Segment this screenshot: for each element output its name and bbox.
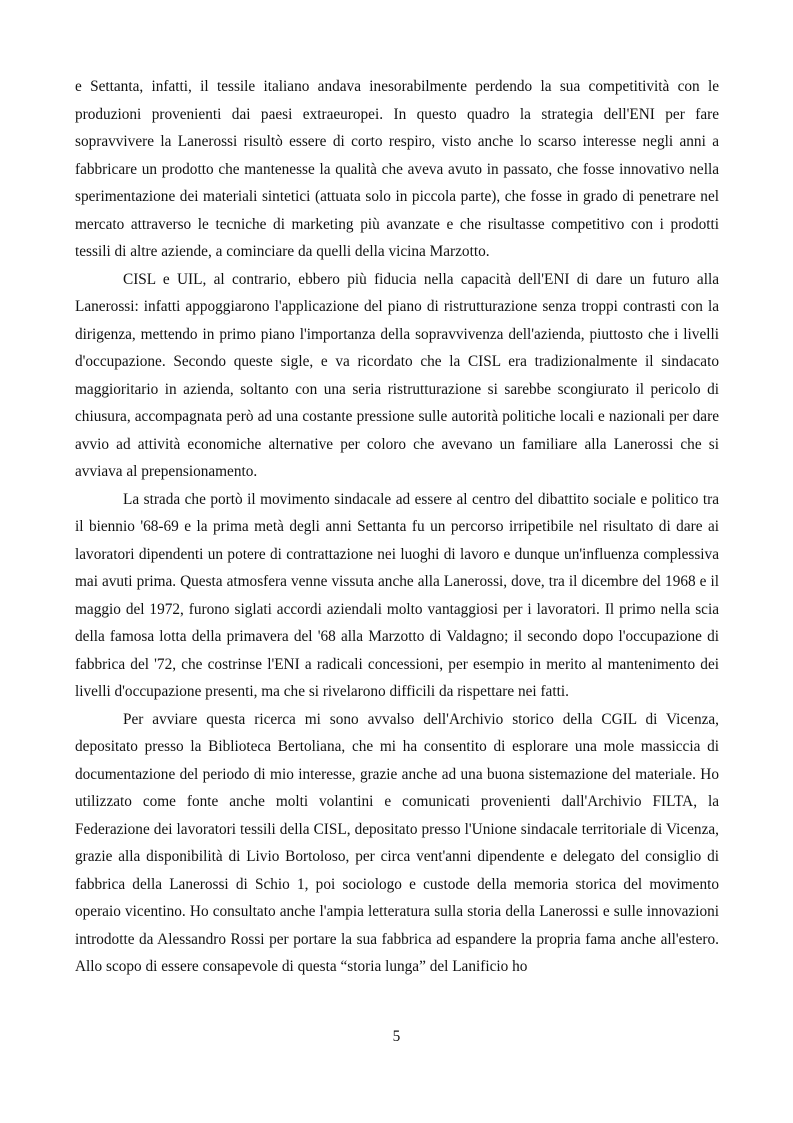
paragraph-1: e Settanta, infatti, il tessile italiano andava inesorabilmente perdendo la sua competitività con le produzioni provenienti dai paesi extraeuropei. In questo quadro la strategia dell'ENI per fare sopravvivere la Lanerossi risultò essere di corto respiro, visto anche lo scarso interesse negli anni a fabbricare un prodotto che mantenesse la qualità che aveva avuto in passato, che fosse innovativo nella sperimentazione dei materiali sintetici (attuata solo in piccola parte), che fosse in grado di penetrare nel mercato attraverso le tecniche di marketing più avanzate e che risultasse competitivo con i prodotti tessili di altre aziende, a cominciare da quelli della vicina Marzotto.: [75, 78, 719, 260]
page-number: 5: [392, 1028, 401, 1045]
body-text: [75, 73, 719, 981]
paragraph-4: Per avviare questa ricerca mi sono avvalso dell'Archivio storico della CGIL di Vicenza, depositato presso la Biblioteca Bertoliana, che mi ha consentito di esplorare una mole massiccia di documentazione del periodo di mio interesse, grazie anche ad una buona sistemazione del materiale. Ho utilizzato come fonte anche molti volantini e comunicati provenienti dall'Archivio FILTA, la Federazione dei lavoratori tessili della CISL, depositato presso l'Unione sindacale territoriale di Vicenza, grazie alla disponibilità di Livio Bortoloso, per circa vent'anni dipendente e delegato del consiglio di fabbrica della Lanerossi di Schio 1, poi sociologo e custode della memoria storica del movimento operaio vicentino. Ho consultato anche l'ampia letteratura sulla storia della Lanerossi e sulle innovazioni introdotte da Alessandro Rossi per portare la sua fabbrica ad espandere la propria fama anche all'estero. Allo scopo di essere consapevole di questa “storia lunga” del Lanificio ho: [75, 710, 719, 975]
paragraph-3: La strada che portò il movimento sindacale ad essere al centro del dibattito sociale e politico tra il biennio '68-69 e la prima metà degli anni Settanta fu un percorso irripetibile nel risultato di dare ai lavoratori dipendenti un potere di contrattazione nei luoghi di lavoro e dunque un'influenza complessiva mai avuti prima. Questa atmosfera venne vissuta anche alla Lanerossi, dove, tra il dicembre del 1968 e il maggio del 1972, furono siglati accordi aziendali molto vantaggiosi per i lavoratori. Il primo nella scia della famosa lotta della primavera del '68 alla Marzotto di Valdagno; il secondo dopo l'occupazione di fabbrica del '72, che costrinse l'ENI a radicali concessioni, per esempio in merito al mantenimento dei livelli d'occupazione presenti, ma che si rivelarono difficili da rispettare nei fatti.: [75, 490, 719, 700]
paragraph-2: CISL e UIL, al contrario, ebbero più fiducia nella capacità dell'ENI di dare un futuro alla Lanerossi: infatti appoggiarono l'applicazione del piano di ristrutturazione senza troppi contrasti con la dirigenza, mettendo in primo piano l'importanza della sopravvivenza dell'azienda, piuttosto che i livelli d'occupazione. Secondo queste sigle, e va ricordato che la CISL era tradizionalmente il sindacato maggioritario in azienda, soltanto con una seria ristrutturazione si sarebbe scongiurato il pericolo di chiusura, accompagnata però ad una costante pressione sulle autorità politiche locali e nazionali per dare avvio ad attività economiche alternative per coloro che avevano un familiare alla Lanerossi che si avviava al prepensionamento.: [75, 270, 719, 480]
